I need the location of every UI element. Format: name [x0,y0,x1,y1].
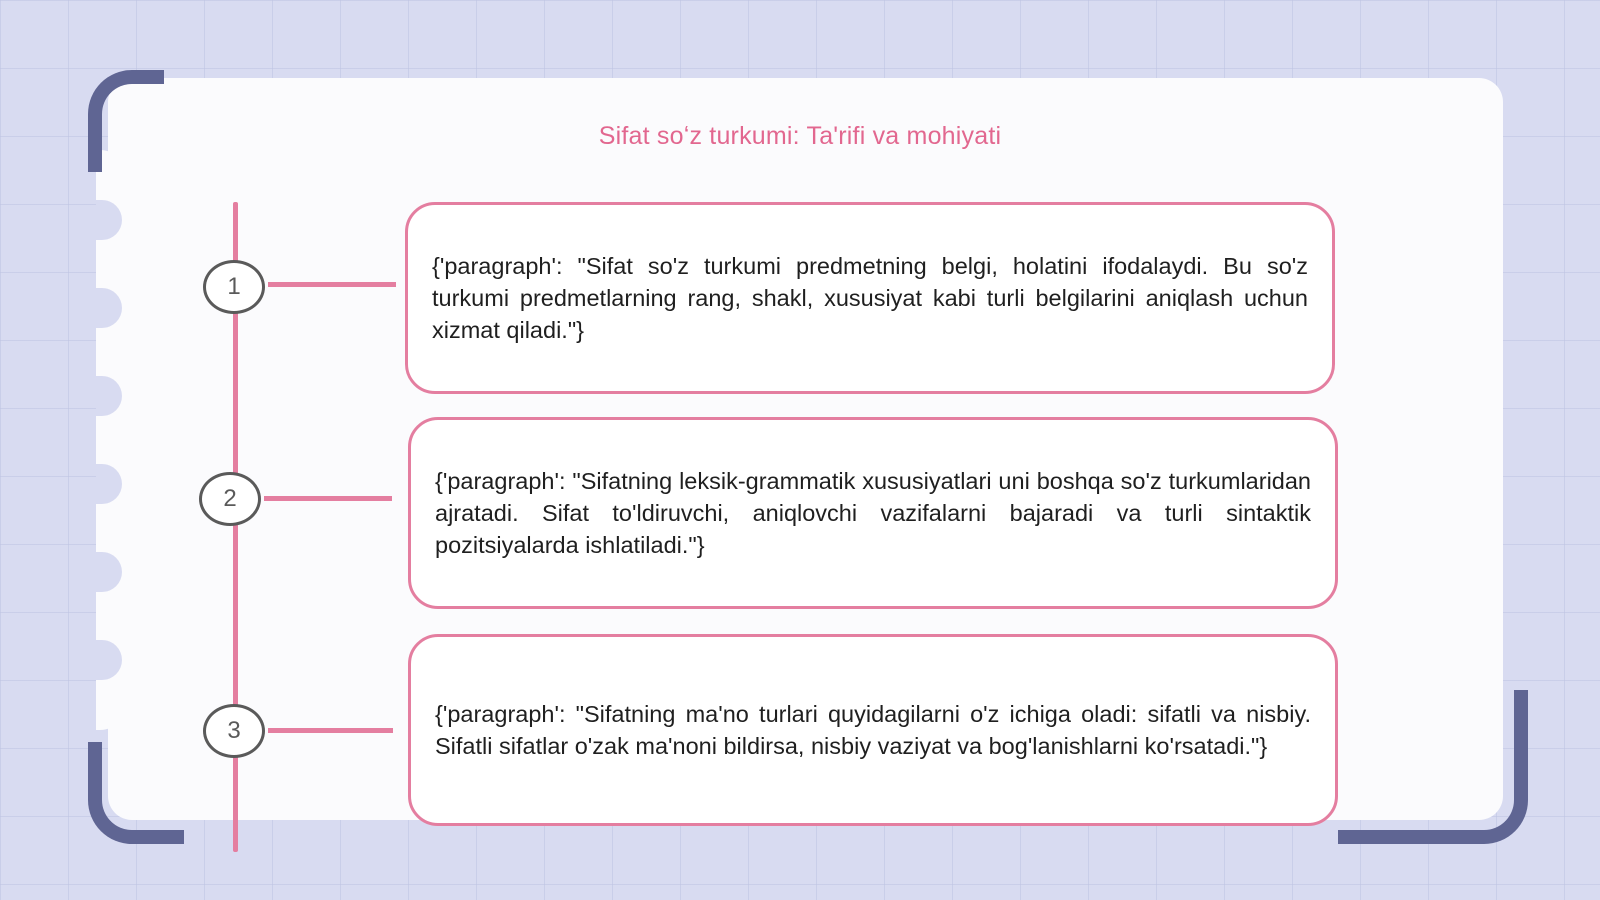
timeline-card-3 [408,634,1338,826]
corner-bracket-bottom-right [1338,690,1528,844]
timeline-connector-3 [268,728,393,733]
timeline-connector-2 [264,496,392,501]
timeline-connector-1 [268,282,396,287]
timeline-marker-1: 1 [203,260,265,314]
slide-title: Sifat soʻz turkumi: Ta'rifi va mohiyati [598,122,1002,150]
timeline-card-2 [408,417,1338,609]
corner-bracket-top-left [88,70,164,172]
timeline-card-text: {'paragraph': "Sifatning ma'no turlari quyidagilarni o'z ichiga oladi: sifatli va nisbiy. Sifatli sifatlar o'zak ma'noni bildirsa, nisbiy vaziyat va bog'lanishlarni ko'rsatadi."} [435,701,1311,759]
timeline-card-1 [405,202,1335,394]
timeline-card-text: {'paragraph': "Sifatning leksik-grammatik xususiyatlari uni boshqa so'z turkumlaridan ajratadi. Sifat to'ldiruvchi, aniqlovchi vazifalarni bajaradi va turli sintaktik pozitsiyalarda ishlatiladi."} [435,468,1311,558]
corner-bracket-bottom-left [88,742,184,844]
timeline-card-text: {'paragraph': "Sifat so'z turkumi predmetning belgi, holatini ifodalaydi. Bu so'z turkumi predmetlarning rang, shakl, xususiyat kabi turli belgilarini aniqlash uchun xizmat qiladi."} [432,253,1308,343]
timeline-marker-3: 3 [203,704,265,758]
timeline-marker-2: 2 [199,472,261,526]
